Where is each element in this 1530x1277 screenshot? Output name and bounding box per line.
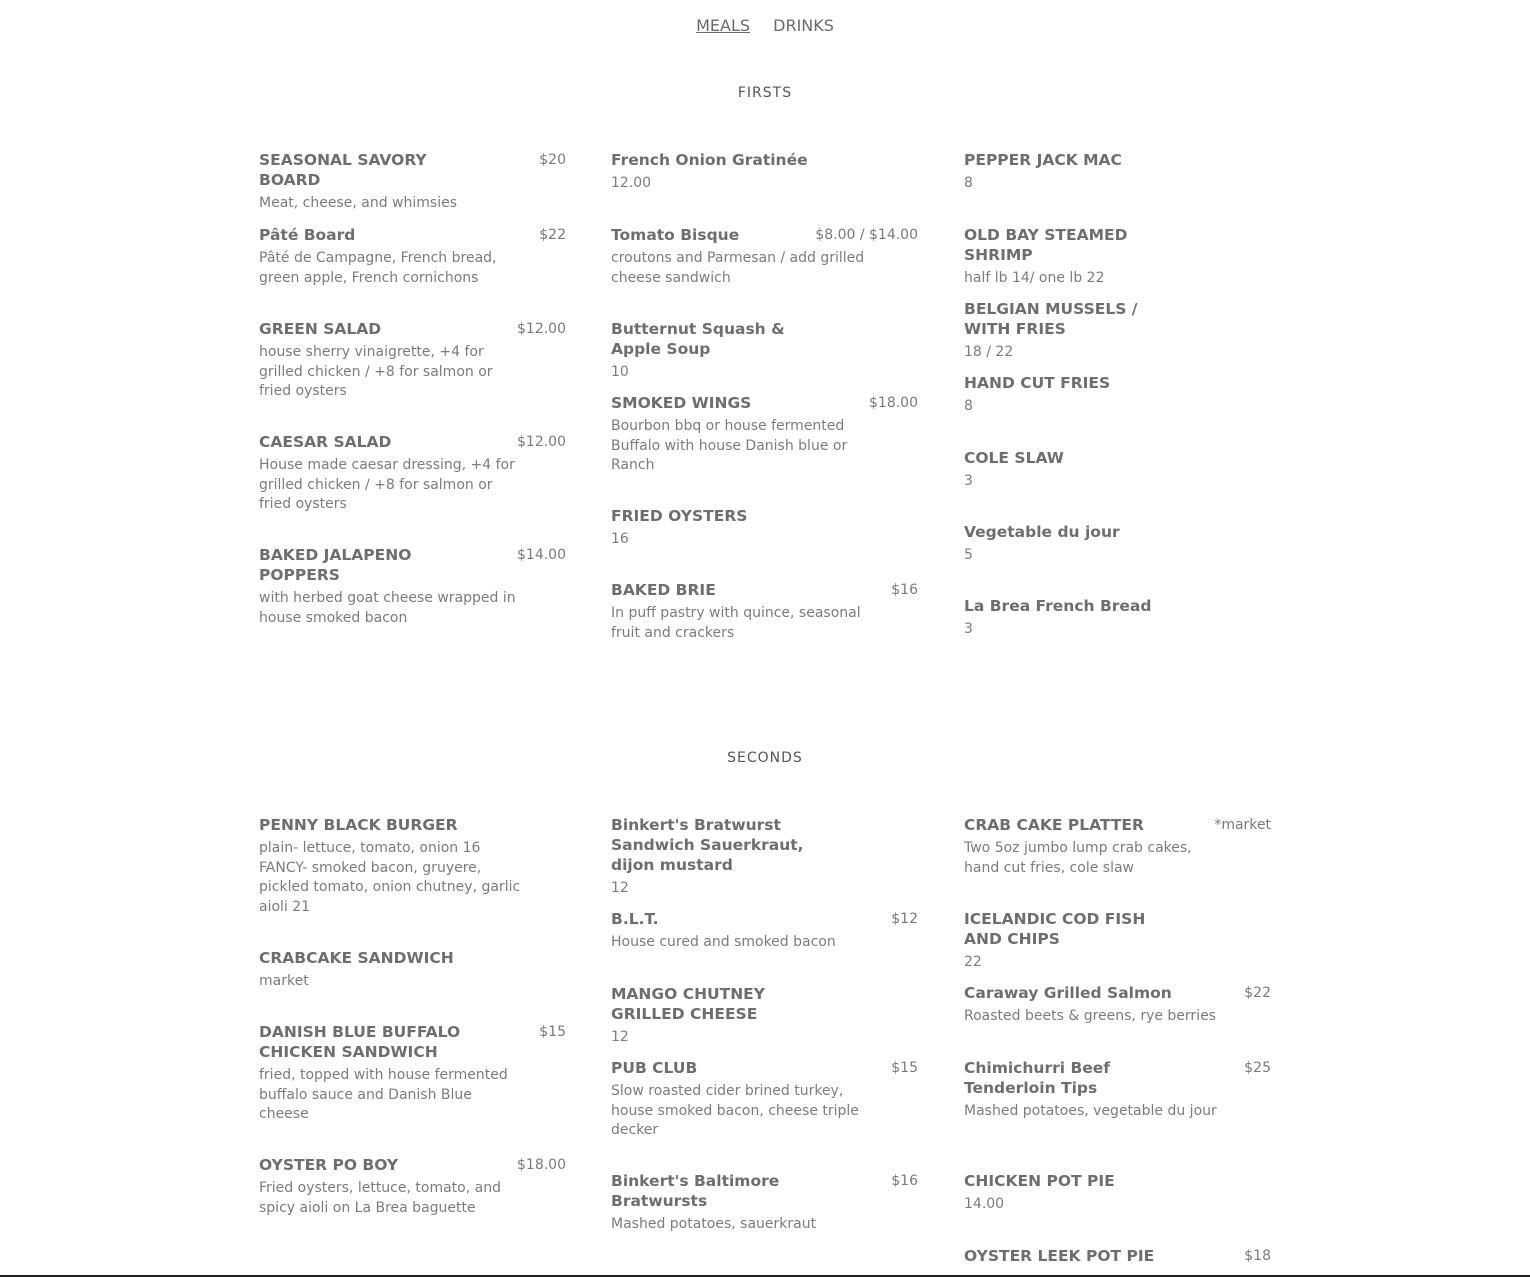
menu-item-header xyxy=(964,1058,1271,1098)
menu-item-price: $12.00 xyxy=(517,434,566,450)
menu-item-description: Fried oysters, lettuce, tomato, and spicy aioli on La Brea baguette xyxy=(259,1180,501,1216)
menu-item-description: house sherry vinaigrette, +4 for grilled chicken / +8 for salmon or fried oysters xyxy=(259,344,493,400)
menu-item-price: *market xyxy=(1214,817,1271,833)
menu-item-name: BELGIAN MUSSELS / WITH FRIES xyxy=(964,300,1138,338)
menu-item-header xyxy=(611,1171,918,1211)
menu-item-name: MANGO CHUTNEY GRILLED CHEESE xyxy=(611,985,765,1023)
menu-item xyxy=(259,815,566,917)
menu-item-name: PENNY BLACK BURGER xyxy=(259,816,458,834)
menu-item-name: CRAB CAKE PLATTER xyxy=(964,816,1144,834)
menu-item-description: Bourbon bbq or house fermented Buffalo with house Danish blue or Ranch xyxy=(611,418,848,474)
menu-item-name: Vegetable du jour xyxy=(964,523,1120,541)
menu-item-header xyxy=(964,299,1271,339)
menu-item-description: half lb 14/ one lb 22 xyxy=(964,270,1105,286)
menu-item-price: $25 xyxy=(1244,1060,1271,1076)
menu-item xyxy=(259,1022,566,1125)
menu-item-name: La Brea French Bread xyxy=(964,597,1152,615)
menu-item-name: OYSTER LEEK POT PIE xyxy=(964,1247,1155,1265)
menu-item-description: Pâté de Campagne, French bread, green apple, French cornichons xyxy=(259,250,497,286)
menu-item-header xyxy=(964,373,1271,393)
menu-item-name: PEPPER JACK MAC xyxy=(964,151,1122,169)
section-title-seconds: SECONDS xyxy=(727,750,803,766)
menu-item-header xyxy=(259,1155,566,1175)
menu-item-header xyxy=(964,1246,1271,1266)
menu-item xyxy=(611,1058,918,1141)
menu-tabs xyxy=(0,16,1530,35)
menu-item-header xyxy=(964,448,1271,468)
menu-item-description: 22 xyxy=(964,954,982,970)
menu-item-name: HAND CUT FRIES xyxy=(964,374,1111,392)
menu-item-description: 3 xyxy=(964,621,973,637)
menu-item-header xyxy=(611,393,918,413)
menu-item-name: SEASONAL SAVORY BOARD xyxy=(259,151,427,189)
menu-item-header xyxy=(611,506,918,526)
menu-item-description: Two 5oz jumbo lump crab cakes, hand cut fries, cole slaw xyxy=(964,840,1192,876)
menu-item xyxy=(611,225,918,288)
menu-item-description: 3 xyxy=(964,473,973,489)
menu-item xyxy=(964,225,1271,289)
menu-item xyxy=(964,1171,1271,1215)
menu-item xyxy=(259,545,566,628)
menu-item-description: 8 xyxy=(964,398,973,414)
menu-item-price: $14.00 xyxy=(517,547,566,563)
menu-item xyxy=(964,150,1271,194)
menu-item-price: $16 xyxy=(891,582,918,598)
menu-item-name: Butternut Squash & Apple Soup xyxy=(611,320,785,358)
menu-item-header xyxy=(611,580,918,600)
menu-item-description: House cured and smoked bacon xyxy=(611,934,836,950)
menu-item-price: $12 xyxy=(891,911,918,927)
menu-item xyxy=(259,225,566,288)
menu-item xyxy=(611,150,918,194)
menu-item-description: Mashed potatoes, vegetable du jour xyxy=(964,1103,1217,1119)
menu-item-description: fried, topped with house fermented buffalo sauce and Danish Blue cheese xyxy=(259,1067,508,1123)
tab-drinks[interactable]: DRINKS xyxy=(773,16,834,35)
menu-item xyxy=(964,983,1271,1027)
menu-item-header xyxy=(259,432,566,452)
menu-item-name: OYSTER PO BOY xyxy=(259,1156,399,1174)
menu-item-name: GREEN SALAD xyxy=(259,320,382,338)
menu-item xyxy=(964,1058,1271,1122)
menu-item-header xyxy=(259,1022,566,1062)
menu-item-description: Mashed potatoes, sauerkraut xyxy=(611,1216,817,1232)
menu-item xyxy=(611,1171,918,1235)
menu-item xyxy=(964,909,1271,973)
menu-item xyxy=(964,299,1271,363)
menu-item xyxy=(611,580,918,643)
menu-item-name: SMOKED WINGS xyxy=(611,394,752,412)
menu-item-name: Tomato Bisque xyxy=(611,226,740,244)
menu-item-header xyxy=(259,150,566,190)
menu-item xyxy=(964,815,1271,878)
menu-item-description: 12 xyxy=(611,880,629,896)
menu-item-name: CRABCAKE SANDWICH xyxy=(259,949,454,967)
menu-item-header xyxy=(259,815,566,835)
menu-item xyxy=(611,319,918,383)
menu-item xyxy=(259,1155,566,1218)
menu-item-name: OLD BAY STEAMED SHRIMP xyxy=(964,226,1128,264)
menu-item xyxy=(964,373,1271,417)
section-title-firsts: FIRSTS xyxy=(737,85,793,101)
menu-item-header xyxy=(611,1058,918,1078)
menu-item-name: BAKED BRIE xyxy=(611,581,716,599)
menu-item-header xyxy=(611,319,918,359)
menu-item-price: $18.00 xyxy=(517,1157,566,1173)
menu-item xyxy=(611,984,918,1048)
menu-item-description: Slow roasted cider brined turkey, house smoked bacon, cheese triple decker xyxy=(611,1083,859,1139)
menu-item-price: $18.00 xyxy=(869,395,918,411)
menu-item-description: plain- lettuce, tomato, onion 16 FANCY- smoked bacon, gruyere, pickled tomato, onion chutney, garlic aioli 21 xyxy=(259,840,521,915)
menu-item-header xyxy=(611,815,918,875)
menu-item xyxy=(964,596,1271,640)
menu-item-description: 16 xyxy=(611,531,629,547)
menu-item-description: 14.00 xyxy=(964,1196,1005,1212)
menu-item-name: BAKED JALAPENO POPPERS xyxy=(259,546,412,584)
menu-item-name: French Onion Gratinée xyxy=(611,151,808,169)
menu-item-header xyxy=(964,150,1271,170)
menu-item xyxy=(964,522,1271,566)
menu-item-header xyxy=(611,150,918,170)
menu-item-header xyxy=(611,909,918,929)
menu-item-header xyxy=(611,225,918,245)
menu-item-price: $16 xyxy=(891,1173,918,1189)
menu-item-price: $22 xyxy=(1244,985,1271,1001)
menu-item xyxy=(259,432,566,515)
menu-item-price: $18 xyxy=(1244,1248,1271,1264)
menu-item xyxy=(964,448,1271,492)
menu-item-name: Binkert's Bratwurst Sandwich Sauerkraut, dijon mustard xyxy=(611,816,804,874)
menu-item-price: $15 xyxy=(891,1060,918,1076)
tab-meals[interactable]: MEALS xyxy=(696,16,751,35)
menu-item-name: CAESAR SALAD xyxy=(259,433,392,451)
menu-item-price: $22 xyxy=(539,227,566,243)
menu-item-name: Caraway Grilled Salmon xyxy=(964,984,1172,1002)
menu-item-header xyxy=(964,983,1271,1003)
menu-item-description: croutons and Parmesan / add grilled cheese sandwich xyxy=(611,250,865,286)
menu-item-description: 10 xyxy=(611,364,629,380)
menu-item-header xyxy=(964,225,1271,265)
menu-item-header xyxy=(964,596,1271,616)
menu-item-price: $8.00 / $14.00 xyxy=(815,227,918,243)
menu-item-name: CHICKEN POT PIE xyxy=(964,1172,1115,1190)
menu-item-price: $12.00 xyxy=(517,321,566,337)
menu-item-description: 5 xyxy=(964,547,973,563)
menu-item-description: 8 xyxy=(964,175,973,191)
menu-item-price: $20 xyxy=(539,152,566,168)
menu-item-name: PUB CLUB xyxy=(611,1059,698,1077)
menu-item-header xyxy=(259,319,566,339)
menu-item-description: with herbed goat cheese wrapped in house smoked bacon xyxy=(259,590,516,626)
menu-item-name: FRIED OYSTERS xyxy=(611,507,748,525)
menu-item-header xyxy=(964,815,1271,835)
menu-item-description: House made caesar dressing, +4 for grilled chicken / +8 for salmon or fried oysters xyxy=(259,457,515,513)
menu-item-name: COLE SLAW xyxy=(964,449,1064,467)
menu-item-name: ICELANDIC COD FISH AND CHIPS xyxy=(964,910,1146,948)
menu-item xyxy=(259,319,566,402)
menu-item xyxy=(259,948,566,992)
menu-item-header xyxy=(259,225,566,245)
menu-item-name: B.L.T. xyxy=(611,910,659,928)
menu-item-description: Meat, cheese, and whimsies xyxy=(259,195,457,211)
menu-item-name: Binkert's Baltimore Bratwursts xyxy=(611,1172,780,1210)
menu-item xyxy=(611,815,918,899)
menu-item xyxy=(259,150,566,214)
menu-item xyxy=(611,506,918,550)
menu-item-name: Chimichurri Beef Tenderloin Tips xyxy=(964,1059,1111,1097)
menu-item-description: 18 / 22 xyxy=(964,344,1014,360)
menu-item-header xyxy=(964,522,1271,542)
menu-item-name: DANISH BLUE BUFFALO CHICKEN SANDWICH xyxy=(259,1023,461,1061)
menu-item-header xyxy=(611,984,918,1024)
menu-item-description: In puff pastry with quince, seasonal fruit and crackers xyxy=(611,605,861,641)
menu-item xyxy=(964,1246,1271,1266)
menu-item-description: market xyxy=(259,973,309,989)
menu-item-header xyxy=(259,948,566,968)
menu-item xyxy=(611,909,918,953)
menu-item-header xyxy=(964,1171,1271,1191)
menu-item-name: Pâté Board xyxy=(259,226,356,244)
menu-item xyxy=(611,393,918,476)
menu-item-price: $15 xyxy=(539,1024,566,1040)
menu-item-description: 12 xyxy=(611,1029,629,1045)
menu-item-description: 12.00 xyxy=(611,175,652,191)
menu-item-header xyxy=(964,909,1271,949)
menu-item-description: Roasted beets & greens, rye berries xyxy=(964,1008,1216,1024)
menu-item-header xyxy=(259,545,566,585)
